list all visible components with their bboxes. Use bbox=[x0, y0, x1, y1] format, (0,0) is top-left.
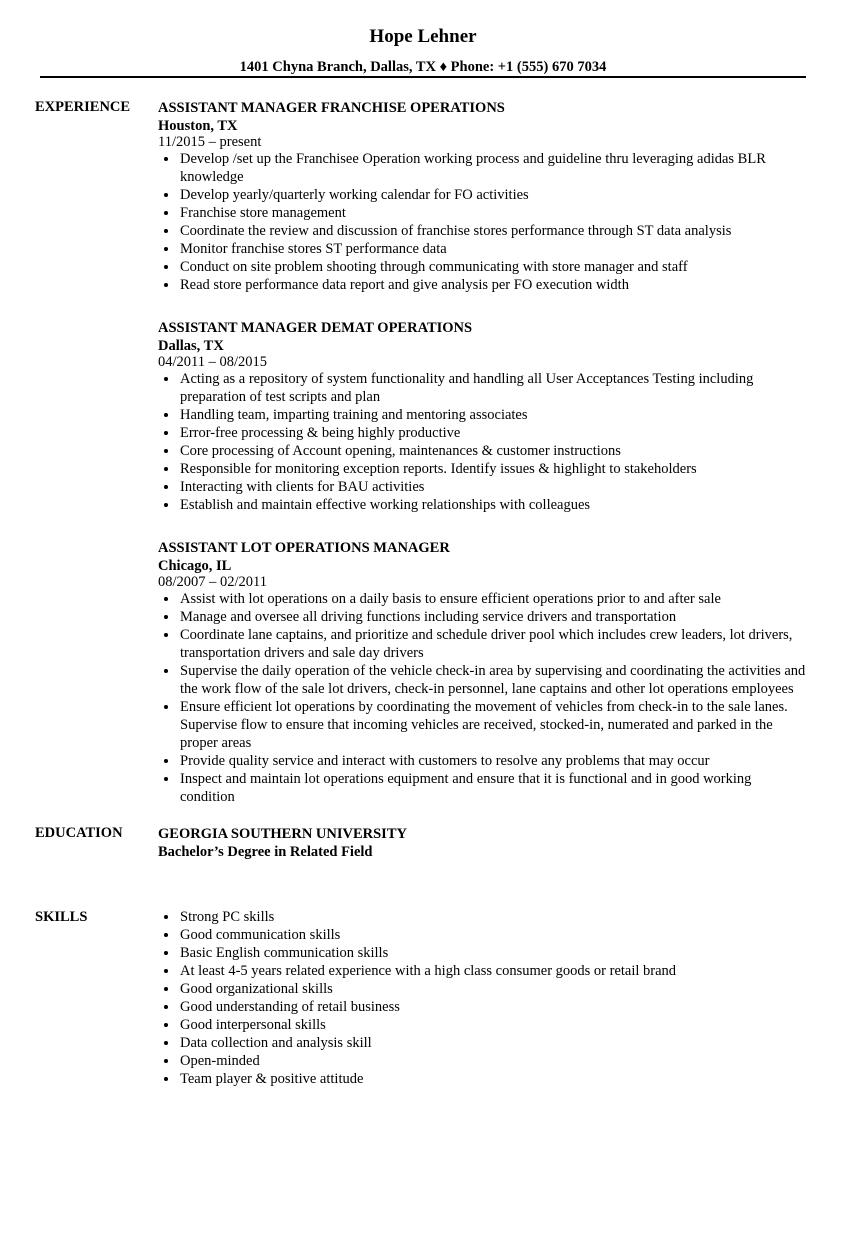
bullet-icon bbox=[164, 633, 168, 637]
education-entry bbox=[158, 825, 808, 861]
job-duties bbox=[158, 150, 808, 294]
job-duties bbox=[158, 370, 808, 514]
bullet-icon bbox=[164, 969, 168, 973]
header-divider bbox=[40, 76, 806, 78]
job-dates: 08/2007 – 02/2011 bbox=[158, 574, 268, 590]
job-entry bbox=[158, 319, 808, 514]
bullet-icon bbox=[164, 503, 168, 507]
bullet-icon bbox=[164, 485, 168, 489]
bullet-icon bbox=[164, 1077, 168, 1081]
list-item: Team player & positive attitude bbox=[158, 1070, 808, 1088]
bullet-icon bbox=[164, 229, 168, 233]
list-item: Data collection and analysis skill bbox=[158, 1034, 808, 1052]
bullet-icon bbox=[164, 777, 168, 781]
bullet-icon bbox=[164, 915, 168, 919]
job-dates: 04/2011 – 08/2015 bbox=[158, 354, 268, 370]
list-item: Core processing of Account opening, maintenances & customer instructions bbox=[158, 442, 808, 460]
bullet-icon bbox=[164, 283, 168, 287]
bullet-icon bbox=[164, 615, 168, 619]
bullet-icon bbox=[164, 1059, 168, 1063]
bullet-icon bbox=[164, 705, 168, 709]
bullet-icon bbox=[164, 987, 168, 991]
list-item: Good interpersonal skills bbox=[158, 1016, 808, 1034]
bullet-icon bbox=[164, 449, 168, 453]
list-item: Interacting with clients for BAU activities bbox=[158, 478, 808, 496]
list-item: Good communication skills bbox=[158, 926, 808, 944]
list-item: Ensure efficient lot operations by coordinating the movement of vehicles from check-in to the sale lanes. Supervise flow to ensure that incoming vehicles are received, stocked-in, numerated and parked in the proper areas bbox=[158, 698, 808, 752]
experience-heading: EXPERIENCE bbox=[35, 99, 131, 115]
list-item: Coordinate the review and discussion of franchise stores performance through ST data analysis bbox=[158, 222, 808, 240]
list-item: At least 4-5 years related experience with a high class consumer goods or retail brand bbox=[158, 962, 808, 980]
bullet-icon bbox=[164, 597, 168, 601]
list-item: Acting as a repository of system functionality and handling all User Acceptances Testing including preparation of test scripts and plan bbox=[158, 370, 808, 406]
list-item: Inspect and maintain lot operations equipment and ensure that it is functional and in good working condition bbox=[158, 770, 808, 806]
job-entry bbox=[158, 99, 808, 294]
list-item: Open-minded bbox=[158, 1052, 808, 1070]
list-item: Good organizational skills bbox=[158, 980, 808, 998]
bullet-icon bbox=[164, 1023, 168, 1027]
list-item: Franchise store management bbox=[158, 204, 808, 222]
list-item: Responsible for monitoring exception reports. Identify issues & highlight to stakeholders bbox=[158, 460, 808, 478]
job-location: Chicago, IL bbox=[158, 558, 232, 574]
bullet-icon bbox=[164, 951, 168, 955]
degree: Bachelor’s Degree in Related Field bbox=[158, 844, 373, 860]
list-item: Monitor franchise stores ST performance data bbox=[158, 240, 808, 258]
list-item: Handling team, imparting training and mentoring associates bbox=[158, 406, 808, 424]
list-item: Strong PC skills bbox=[158, 908, 808, 926]
bullet-icon bbox=[164, 431, 168, 435]
job-entry bbox=[158, 539, 808, 806]
school-name: GEORGIA SOUTHERN UNIVERSITY bbox=[158, 826, 407, 842]
job-title: ASSISTANT MANAGER DEMAT OPERATIONS bbox=[158, 320, 473, 336]
bullet-icon bbox=[164, 413, 168, 417]
skills-heading: SKILLS bbox=[35, 909, 88, 925]
list-item: Establish and maintain effective working relationships with colleagues bbox=[158, 496, 808, 514]
job-dates: 11/2015 – present bbox=[158, 134, 262, 150]
list-item: Basic English communication skills bbox=[158, 944, 808, 962]
contact-line: 1401 Chyna Branch, Dallas, TX ♦ Phone: +1 (555) 670 7034 bbox=[239, 59, 607, 75]
bullet-icon bbox=[164, 193, 168, 197]
skills-list bbox=[158, 908, 808, 1088]
bullet-icon bbox=[164, 211, 168, 215]
list-item: Error-free processing & being highly productive bbox=[158, 424, 808, 442]
job-location: Houston, TX bbox=[158, 118, 238, 134]
job-title: ASSISTANT MANAGER FRANCHISE OPERATIONS bbox=[158, 100, 505, 116]
list-item: Provide quality service and interact with customers to resolve any problems that may occur bbox=[158, 752, 808, 770]
job-duties bbox=[158, 590, 808, 806]
job-location: Dallas, TX bbox=[158, 338, 224, 354]
bullet-icon bbox=[164, 467, 168, 471]
list-item: Develop yearly/quarterly working calendar for FO activities bbox=[158, 186, 808, 204]
bullet-icon bbox=[164, 933, 168, 937]
education-heading: EDUCATION bbox=[35, 825, 123, 841]
bullet-icon bbox=[164, 377, 168, 381]
candidate-name: Hope Lehner bbox=[369, 26, 477, 47]
list-item: Supervise the daily operation of the vehicle check-in area by supervising and coordinating the activities and the work flow of the sale lot drivers, check-in personnel, lane captains and other lot operations employees bbox=[158, 662, 808, 698]
list-item: Coordinate lane captains, and prioritize and schedule driver pool which includes crew leaders, lot drivers, transportation drivers and sale day drivers bbox=[158, 626, 808, 662]
list-item: Manage and oversee all driving functions including service drivers and transportation bbox=[158, 608, 808, 626]
list-item: Good understanding of retail business bbox=[158, 998, 808, 1016]
list-item: Develop /set up the Franchisee Operation working process and guideline thru leveraging adidas BLR knowledge bbox=[158, 150, 808, 186]
bullet-icon bbox=[164, 1041, 168, 1045]
bullet-icon bbox=[164, 247, 168, 251]
list-item: Read store performance data report and give analysis per FO execution width bbox=[158, 276, 808, 294]
bullet-icon bbox=[164, 669, 168, 673]
skills-list-block bbox=[158, 908, 808, 1088]
list-item: Assist with lot operations on a daily basis to ensure efficient operations prior to and after sale bbox=[158, 590, 808, 608]
list-item: Conduct on site problem shooting through communicating with store manager and staff bbox=[158, 258, 808, 276]
bullet-icon bbox=[164, 265, 168, 269]
job-title: ASSISTANT LOT OPERATIONS MANAGER bbox=[158, 540, 450, 556]
bullet-icon bbox=[164, 759, 168, 763]
bullet-icon bbox=[164, 157, 168, 161]
bullet-icon bbox=[164, 1005, 168, 1009]
